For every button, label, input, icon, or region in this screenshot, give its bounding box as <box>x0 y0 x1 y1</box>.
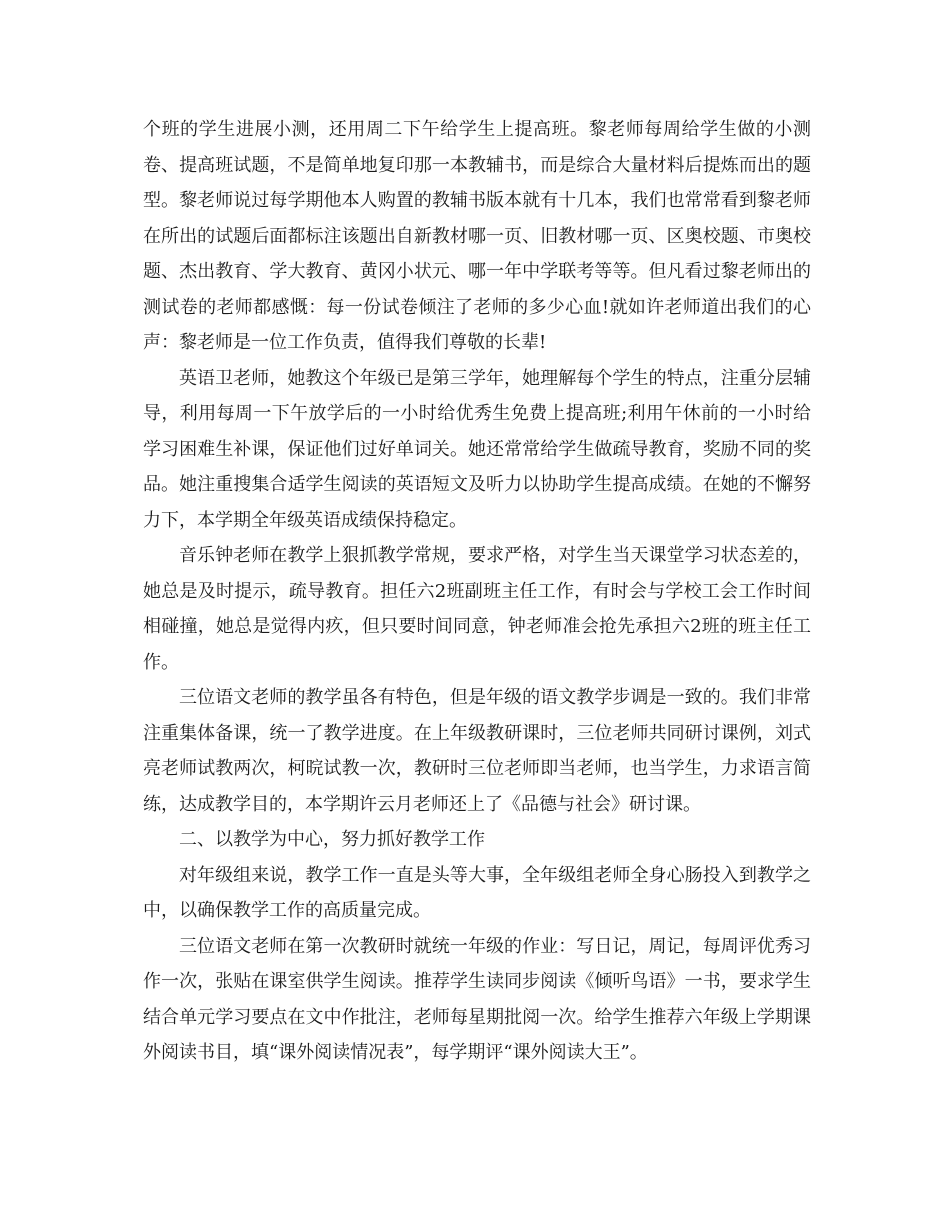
document-body <box>143 112 811 1071</box>
section-heading-teaching-focus: 二、以教学为中心，努力抓好教学工作 <box>179 829 485 850</box>
paragraph-english-teacher-wei: 英语卫老师，她教这个年级已是第三学年，她理解每个学生的特点，注重分层辅导，利用每周一下午放学后的一小时给优秀生免费上提高班;利用午休前的一小时给学习困难生补课，保证他们过好单词关。她还常常给学生做疏导教育，奖励不同的奖品。她注重搜集合适学生阅读的英语短文及听力以协助学生提高成绩。在她的不懈努力下，本学期全年级英语成绩保持稳定。 <box>143 367 811 531</box>
paragraph-math-teacher-li: 个班的学生进展小测，还用周二下午给学生上提高班。黎老师每周给学生做的小测卷、提高班试题，不是简单地复印那一本教辅书，而是综合大量材料后提炼而出的题型。黎老师说过每学期他本人购置的教辅书版本就有十几本，我们也常常看到黎老师在所出的试题后面都标注该题出自新教材哪一页、旧教材哪一页、区奥校题、市奥校题、杰出教育、学大教育、黄冈小状元、哪一年中学联考等等。但凡看过黎老师出的测试卷的老师都感慨：每一份试卷倾注了老师的多少心血!就如许老师道出我们的心声：黎老师是一位工作负责，值得我们尊敬的长辈! <box>143 119 811 353</box>
paragraph-chinese-teachers: 三位语文老师的教学虽各有特色，但是年级的语文教学步调是一致的。我们非常注重集体备课，统一了教学进度。在上年级教研课时，三位老师共同研讨课例，刘式亮老师试教两次，柯晥试教一次，教研时三位老师即当老师，也当学生，力求语言简练，达成教学目的，本学期许云月老师还上了《品德与社会》研讨课。 <box>143 687 811 815</box>
paragraph-music-teacher-zhong: 音乐钟老师在教学上狠抓教学常规，要求严格，对学生当天课堂学习状态差的，她总是及时提示，疏导教育。担任六2班副班主任工作，有时会与学校工会工作时间相碰撞，她总是觉得内疚，但只要时间同意，钟老师准会抢先承担六2班的班主任工作。 <box>143 545 811 673</box>
paragraph-teaching-priority: 对年级组来说，教学工作一直是头等大事，全年级组老师全身心肠投入到教学之中，以确保教学工作的高质量完成。 <box>143 864 811 921</box>
paragraph-homework-reading: 三位语文老师在第一次教研时就统一年级的作业：写日记，周记，每周评优秀习作一次，张贴在课室供学生阅读。推荐学生读同步阅读《倾听鸟语》一书，要求学生结合单元学习要点在文中作批注，老师每星期批阅一次。给学生推荐六年级上学期课外阅读书目，填“课外阅读情况表”，每学期评“课外阅读大王”。 <box>143 935 811 1063</box>
